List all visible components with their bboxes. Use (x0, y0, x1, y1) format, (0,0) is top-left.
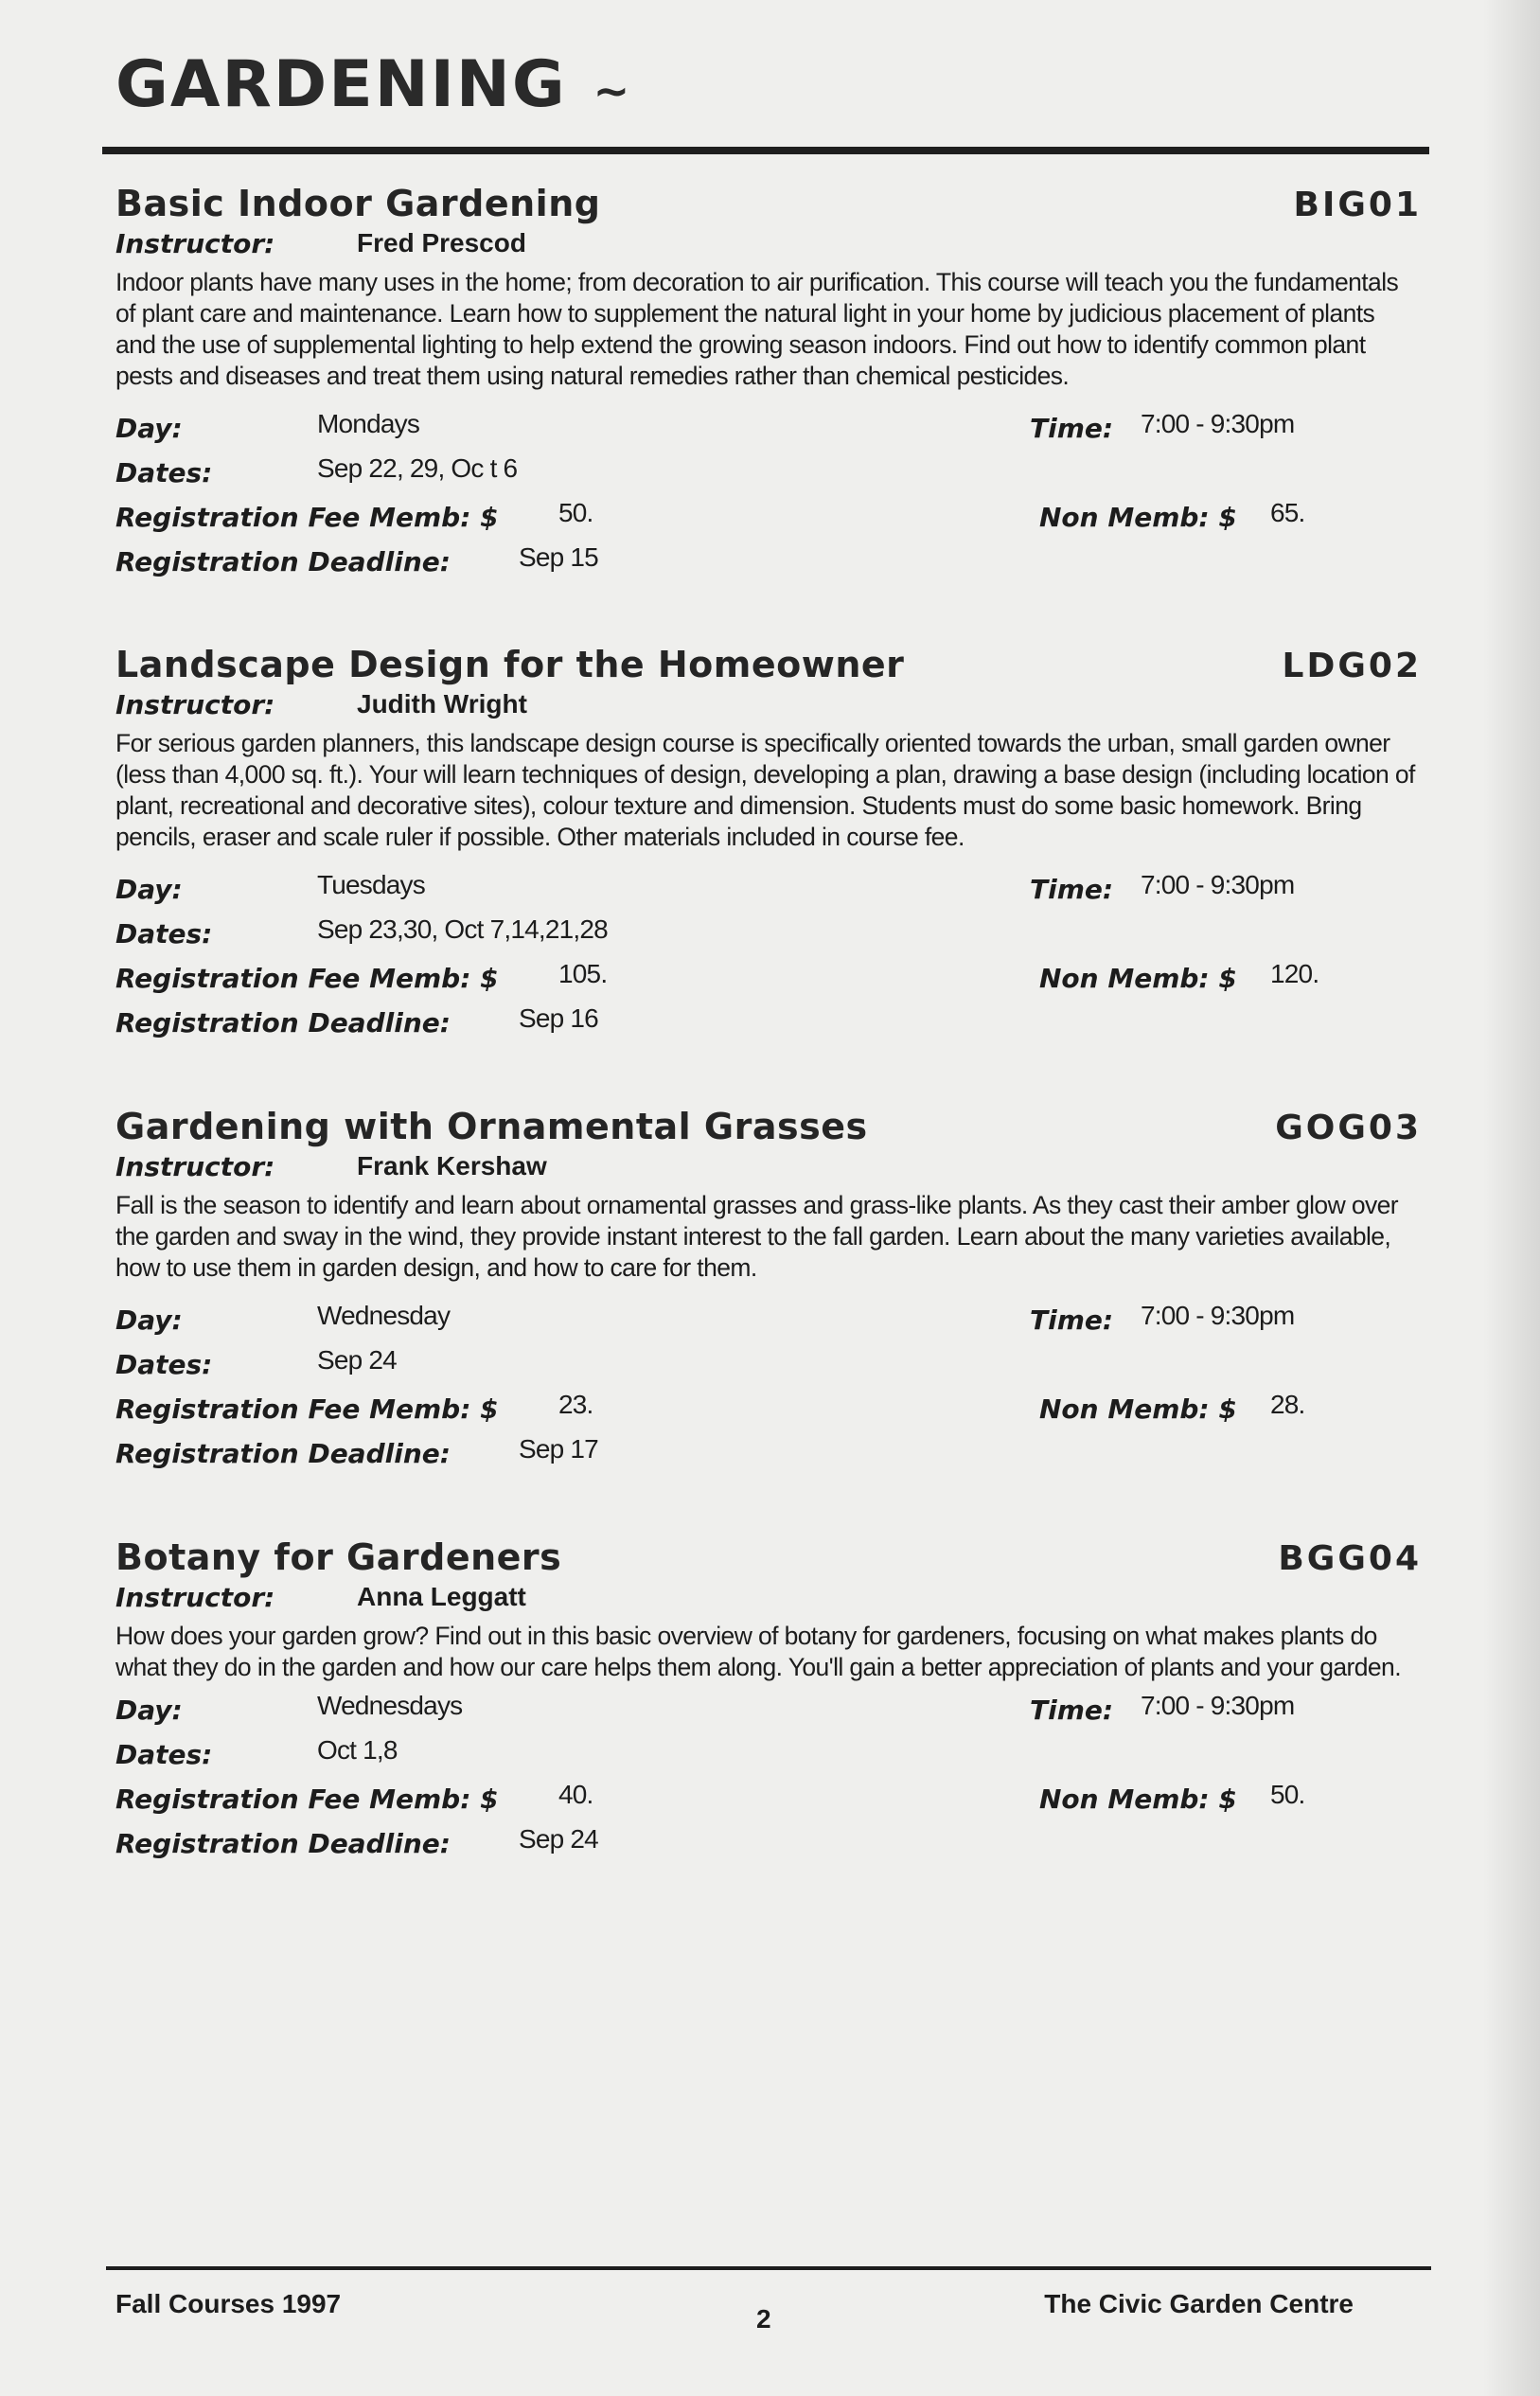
course-code: LDG02 (1282, 647, 1422, 685)
time-value: 7:00 - 9:30pm (1141, 1301, 1295, 1330)
fee-non-value: 28. (1270, 1390, 1305, 1419)
fee-memb-value: 23. (558, 1390, 593, 1419)
course-info (115, 405, 1420, 583)
deadline-value: Sep 15 (519, 542, 598, 572)
instructor-label: Instructor: (115, 1582, 275, 1613)
time-label: Time: (1030, 413, 1114, 444)
course-description: For serious garden planners, this landscape design course is specifically oriented towards the urban, small garden owner (less than 4,000 sq. ft.). Your will learn techniques of design, developing a plan, drawing a base design (including location of plant, recreational and decorative sites), colour texture and dimension. Students must do some basic homework. Bring pencils, eraser and scale ruler if possible. Other materials included in course fee. (115, 729, 1415, 851)
course-LDG02 (115, 644, 1420, 1044)
course-code: BIG01 (1293, 186, 1422, 224)
fee-non-value: 50. (1270, 1780, 1305, 1809)
title-tilde: ~ (593, 65, 630, 116)
course-title: Basic Indoor Gardening (115, 183, 601, 224)
course-info (115, 866, 1420, 1044)
page (115, 47, 1422, 1859)
course-code: GOG03 (1275, 1109, 1422, 1147)
deadline-label: Registration Deadline: (115, 1828, 451, 1859)
dates-label: Dates: (115, 1349, 213, 1380)
deadline-value: Sep 16 (519, 1003, 598, 1033)
fee-non-value: 120. (1270, 959, 1319, 988)
course-BGG04 (115, 1536, 1420, 1865)
fee-non-label: Non Memb: $ (1039, 1784, 1237, 1815)
course-code: BGG04 (1278, 1539, 1422, 1578)
day-value: Wednesday (317, 1301, 451, 1330)
page-header (115, 47, 1420, 122)
footer-left-text: Fall Courses 1997 (115, 2289, 342, 2318)
footer-right-text: The Civic Garden Centre (1044, 2289, 1354, 2318)
course-header (115, 1536, 1420, 1578)
header-rule (102, 147, 1429, 154)
fee-non-label: Non Memb: $ (1039, 502, 1237, 533)
course-header (115, 183, 1420, 224)
page-edge-shadow (1483, 0, 1540, 2396)
instructor-name: Judith Wright (357, 689, 527, 719)
instructor-row (115, 228, 1420, 259)
instructor-row (115, 1151, 1420, 1182)
day-label: Day: (115, 1695, 183, 1726)
day-label: Day: (115, 874, 183, 905)
deadline-label: Registration Deadline: (115, 1438, 451, 1469)
instructor-name: Anna Leggatt (357, 1582, 526, 1611)
time-label: Time: (1030, 1304, 1114, 1336)
instructor-name: Fred Prescod (357, 228, 526, 257)
day-label: Day: (115, 1304, 183, 1336)
course-description: Fall is the season to identify and learn about ornamental grasses and grass-like plants. As they cast their amber glow over the garden and sway in the wind, they provide instant interest to the fall garden. Learn about the many varieties available, how to use them in garden design, and how to care for them. (115, 1191, 1399, 1282)
course-BIG01 (115, 183, 1420, 583)
fee-memb-value: 50. (558, 498, 593, 527)
fee-memb-label: Registration Fee Memb: $ (115, 1784, 499, 1815)
time-value: 7:00 - 9:30pm (1141, 409, 1295, 438)
instructor-label: Instructor: (115, 228, 275, 259)
time-value: 7:00 - 9:30pm (1141, 870, 1295, 899)
fee-memb-label: Registration Fee Memb: $ (115, 963, 499, 994)
instructor-row (115, 689, 1420, 720)
dates-label: Dates: (115, 918, 213, 950)
page-title: GARDENING (115, 47, 567, 122)
dates-value: Sep 22, 29, Oc t 6 (317, 453, 518, 483)
day-value: Mondays (317, 409, 420, 438)
fee-non-label: Non Memb: $ (1039, 1393, 1237, 1425)
fee-memb-value: 40. (558, 1780, 593, 1809)
course-header (115, 1106, 1420, 1147)
time-value: 7:00 - 9:30pm (1141, 1691, 1295, 1720)
day-value: Tuesdays (317, 870, 425, 899)
course-title: Landscape Design for the Homeowner (115, 644, 905, 685)
course-info (115, 1297, 1420, 1475)
instructor-label: Instructor: (115, 1151, 275, 1182)
fee-non-label: Non Memb: $ (1039, 963, 1237, 994)
dates-label: Dates: (115, 1739, 213, 1770)
course-header (115, 644, 1420, 685)
time-label: Time: (1030, 874, 1114, 905)
fee-memb-label: Registration Fee Memb: $ (115, 502, 499, 533)
instructor-label: Instructor: (115, 689, 275, 720)
dates-label: Dates: (115, 457, 213, 488)
time-label: Time: (1030, 1695, 1114, 1726)
day-value: Wednesdays (317, 1691, 463, 1720)
deadline-value: Sep 24 (519, 1824, 598, 1854)
course-GOG03 (115, 1106, 1420, 1475)
fee-non-value: 65. (1270, 498, 1305, 527)
dates-value: Sep 23,30, Oct 7,14,21,28 (317, 914, 608, 944)
course-title: Botany for Gardeners (115, 1536, 562, 1578)
dates-value: Sep 24 (317, 1345, 397, 1375)
deadline-label: Registration Deadline: (115, 1007, 451, 1038)
course-description: How does your garden grow? Find out in this basic overview of botany for gardeners, focusing on what makes plants do what they do in the garden and how our care helps them along. You'll gain a better appreciation of plants and your garden. (115, 1622, 1401, 1681)
instructor-name: Frank Kershaw (357, 1151, 547, 1180)
day-label: Day: (115, 413, 183, 444)
course-description: Indoor plants have many uses in the home; from decoration to air purification. This course will teach you the fundamentals of plant care and maintenance. Learn how to supplement the natural light in your home by judicious placement of plants and the use of supplemental lighting to help extend the growing season indoors. Find out how to identify common plant pests and diseases and treat them using natural remedies rather than chemical pesticides. (115, 268, 1399, 390)
footer-rule (106, 2266, 1431, 2270)
fee-memb-value: 105. (558, 959, 608, 988)
fee-memb-label: Registration Fee Memb: $ (115, 1393, 499, 1425)
page-number: 2 (756, 2304, 771, 2334)
instructor-row (115, 1582, 1420, 1613)
deadline-value: Sep 17 (519, 1434, 598, 1464)
deadline-label: Registration Deadline: (115, 546, 451, 577)
dates-value: Oct 1,8 (317, 1735, 398, 1765)
course-info (115, 1687, 1420, 1865)
course-title: Gardening with Ornamental Grasses (115, 1106, 868, 1147)
